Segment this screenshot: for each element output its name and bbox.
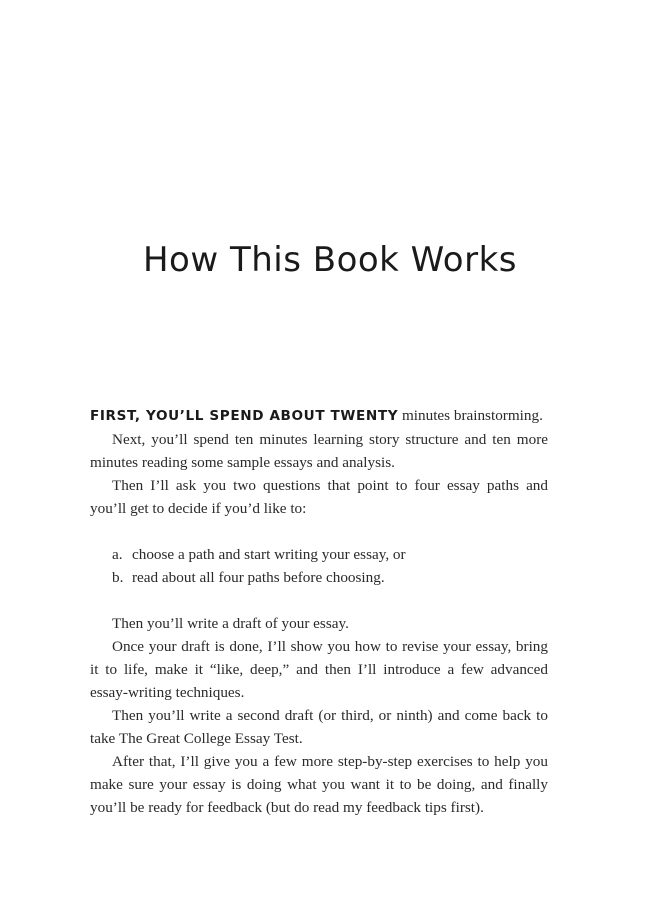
paragraph-2: Next, you’ll spend ten minutes learning story structure and ten more minutes reading some sample essays and analysis. xyxy=(90,431,548,471)
paragraph-1 xyxy=(90,404,548,428)
paragraph-1-rest: minutes brainstorming. xyxy=(398,407,543,424)
list-marker: b. xyxy=(112,569,124,586)
paragraph-3: Then I’ll ask you two questions that point to four essay paths and you’ll get to decide if you’d like to: xyxy=(90,477,548,517)
body-text xyxy=(90,404,548,819)
lead-in-text: FIRST, YOU’LL SPEND ABOUT TWENTY xyxy=(90,408,399,424)
list-item xyxy=(90,543,548,566)
paragraph-6: Then you’ll write a second draft (or third, or ninth) and come back to take The Great College Essay Test. xyxy=(90,707,548,747)
list-marker: a. xyxy=(112,546,123,563)
chapter-title: How This Book Works xyxy=(142,240,517,280)
paragraph-5: Once your draft is done, I’ll show you how to revise your essay, bring it to life, make it “like, deep,” and then I’ll introduce a few advanced essay-writing techniques. xyxy=(90,638,548,701)
paragraph-4: Then you’ll write a draft of your essay. xyxy=(112,615,349,632)
list-item xyxy=(90,566,548,589)
list-item-text: read about all four paths before choosing. xyxy=(132,569,385,586)
choice-list xyxy=(90,543,548,589)
paragraph-7: After that, I’ll give you a few more step-by-step exercises to help you make sure your essay is doing what you want it to be doing, and finally you’ll be ready for feedback (but do read my feedback tips first). xyxy=(90,753,548,816)
list-item-text: choose a path and start writing your essay, or xyxy=(132,546,406,563)
